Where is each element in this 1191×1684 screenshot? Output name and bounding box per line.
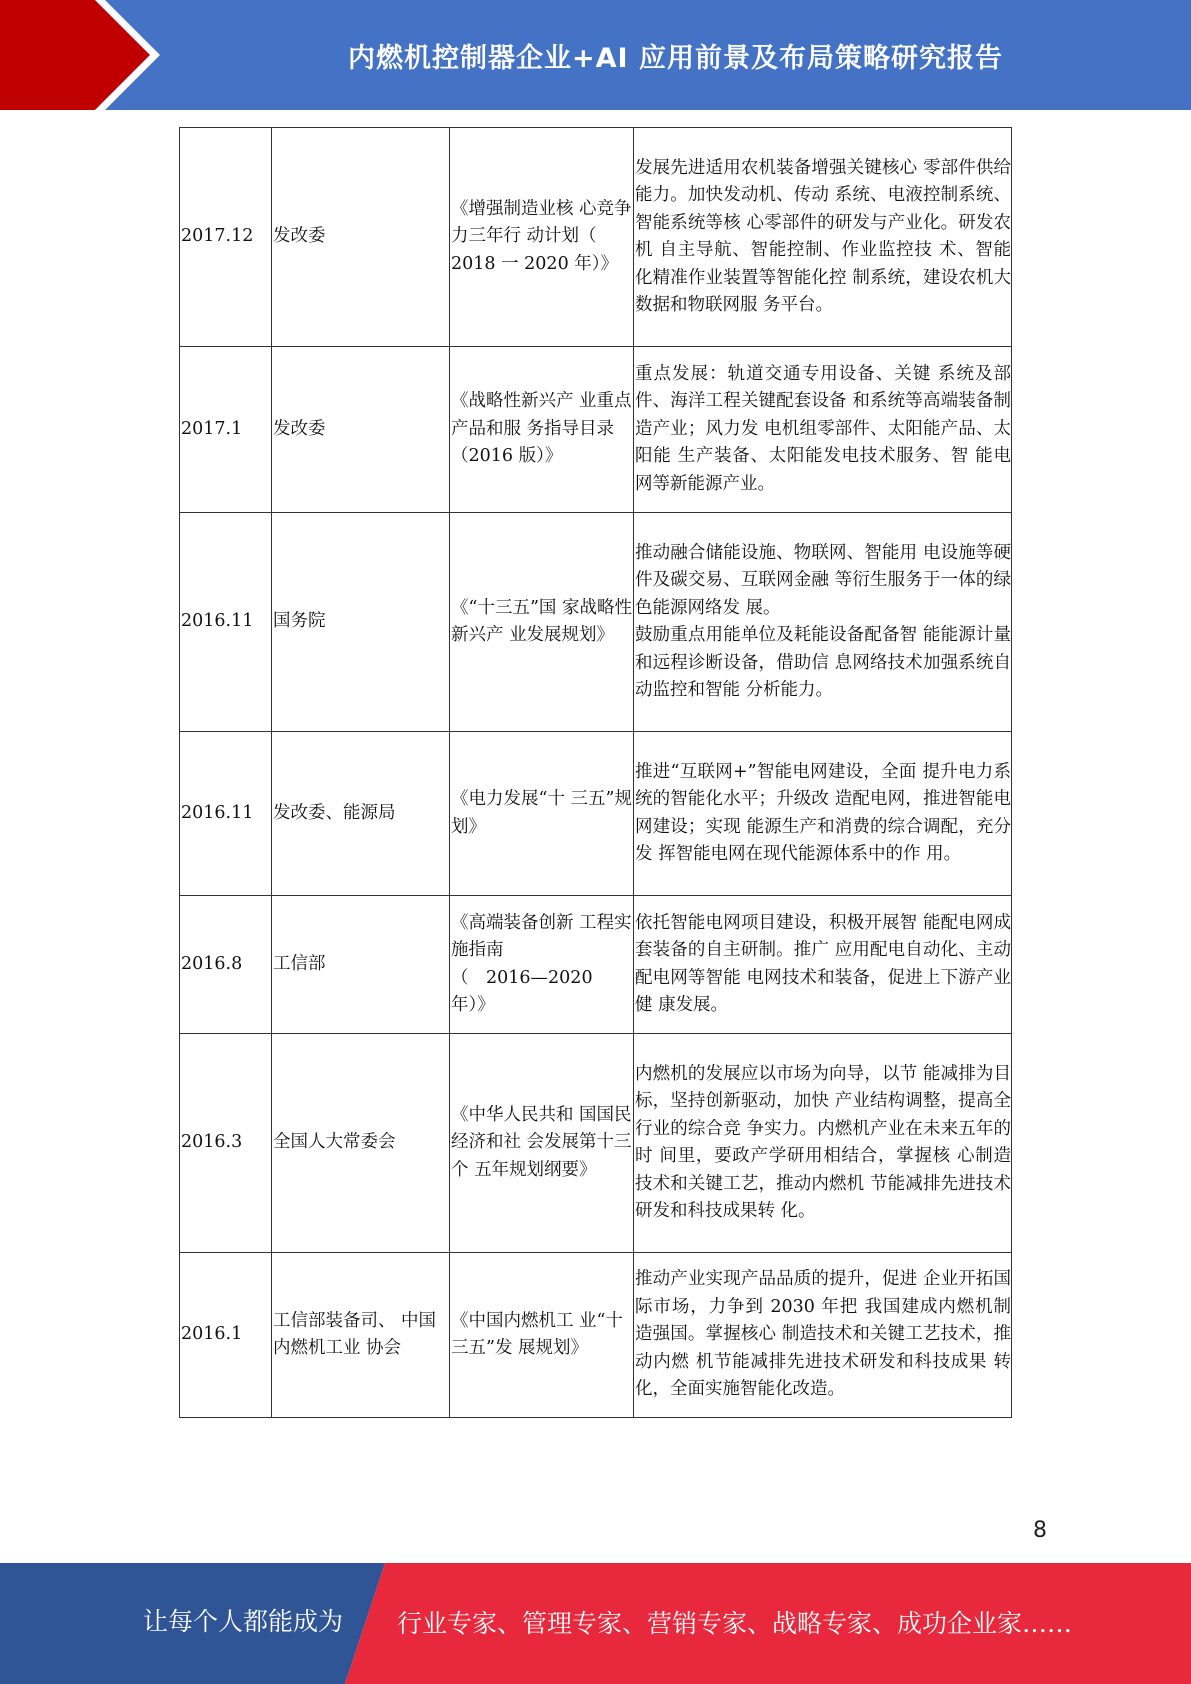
policy-date: 2017.12 xyxy=(180,128,272,347)
table-row xyxy=(180,732,1012,896)
policy-name: 《“十三五”国 家战略性新兴产 业发展规划》 xyxy=(450,513,634,732)
policy-name: 《中国内燃机工 业“十三五”发 展规划》 xyxy=(450,1253,634,1418)
page-header xyxy=(0,0,1191,110)
table-row xyxy=(180,347,1012,513)
policy-date: 2017.1 xyxy=(180,347,272,513)
policy-department: 工信部装备司、 中国内燃机工业 协会 xyxy=(272,1253,450,1418)
policy-name: 《战略性新兴产 业重点产品和服 务指导目录 （2016 版）》 xyxy=(450,347,634,513)
policy-table xyxy=(179,127,1012,1418)
policy-name: 《增强制造业核 心竞争力三年行 动计划（ 2018 一 2020 年）》 xyxy=(450,128,634,347)
policy-content: 依托智能电网项目建设，积极开展智 能配电网成套装备的自主研制。推广 应用配电自动化、主动配电网等智能 电网技术和装备，促进上下游产业健 康发展。 xyxy=(634,896,1012,1034)
policy-department: 发改委 xyxy=(272,347,450,513)
policy-department: 发改委 xyxy=(272,128,450,347)
policy-content: 推进“互联网+”智能电网建设，全面 提升电力系统的智能化水平；升级改 造配电网，推进智能电网建设；实现 能源生产和消费的综合调配，充分发 挥智能电网在现代能源体系中的作 用。 xyxy=(634,732,1012,896)
footer-slogan-left: 让每个人都能成为 xyxy=(143,1607,344,1636)
policy-name: 《中华人民共和 国国民经济和社 会发展第十三个 五年规划纲要》 xyxy=(450,1034,634,1253)
table-row xyxy=(180,896,1012,1034)
table-row xyxy=(180,513,1012,732)
page-number: 8 xyxy=(1033,1518,1047,1543)
policy-department: 工信部 xyxy=(272,896,450,1034)
policy-date: 2016.11 xyxy=(180,513,272,732)
policy-content: 推动融合储能设施、物联网、智能用 电设施等硬件及碳交易、互联网金融 等衍生服务于一体的绿色能源网络发 展。 鼓励重点用能单位及耗能设备配备智 能能源计量和远程诊断设备，借助信 息网络技术加强系统自动监控和智能 分析能力。 xyxy=(634,513,1012,732)
policy-name: 《电力发展“十 三五”规划》 xyxy=(450,732,634,896)
table-row xyxy=(180,1253,1012,1418)
policy-content: 推动产业实现产品品质的提升，促进 企业开拓国际市场，力争到 2030 年把 我国建成内燃机制造强国。掌握核心 制造技术和关键工艺技术，推动内燃 机节能减排先进技术研发和科技成果 转化，全面实施智能化改造。 xyxy=(634,1253,1012,1418)
policy-date: 2016.11 xyxy=(180,732,272,896)
policy-department: 发改委、能源局 xyxy=(272,732,450,896)
policy-content: 内燃机的发展应以市场为向导，以节 能减排为目标，坚持创新驱动，加快 产业结构调整，提高全行业的综合竞 争实力。内燃机产业在未来五年的时 间里，要政产学研用相结合，掌握核 心制造技术和关键工艺，推动内燃机 节能减排先进技术研发和科技成果转 化。 xyxy=(634,1034,1012,1253)
policy-department: 全国人大常委会 xyxy=(272,1034,450,1253)
policy-date: 2016.8 xyxy=(180,896,272,1034)
table-row xyxy=(180,128,1012,347)
policy-content: 重点发展：轨道交通专用设备、关键 系统及部件、海洋工程关键配套设备 和系统等高端装备制造产业；风力发 电机组零部件、太阳能产品、太阳能 生产装备、太阳能发电技术服务、智 能电网等新能源产业。 xyxy=(634,347,1012,513)
policy-date: 2016.1 xyxy=(180,1253,272,1418)
footer-slogan-right: 行业专家、管理专家、营销专家、战略专家、成功企业家…… xyxy=(397,1609,1073,1638)
policy-content: 发展先进适用农机装备增强关键核心 零部件供给能力。加快发动机、传动 系统、电液控制系统、智能系统等核 心零部件的研发与产业化。研发农机 自主导航、智能控制、作业监控技 术、智能化精准作业装置等智能化控 制系统，建设农机大数据和物联网服 务平台。 xyxy=(634,128,1012,347)
policy-date: 2016.3 xyxy=(180,1034,272,1253)
report-title: 内燃机控制器企业+AI 应用前景及布局策略研究报告 xyxy=(348,42,1003,74)
table-row xyxy=(180,1034,1012,1253)
policy-department: 国务院 xyxy=(272,513,450,732)
policy-name: 《高端装备创新 工程实施指南 （ 2016—2020 年）》 xyxy=(450,896,634,1034)
